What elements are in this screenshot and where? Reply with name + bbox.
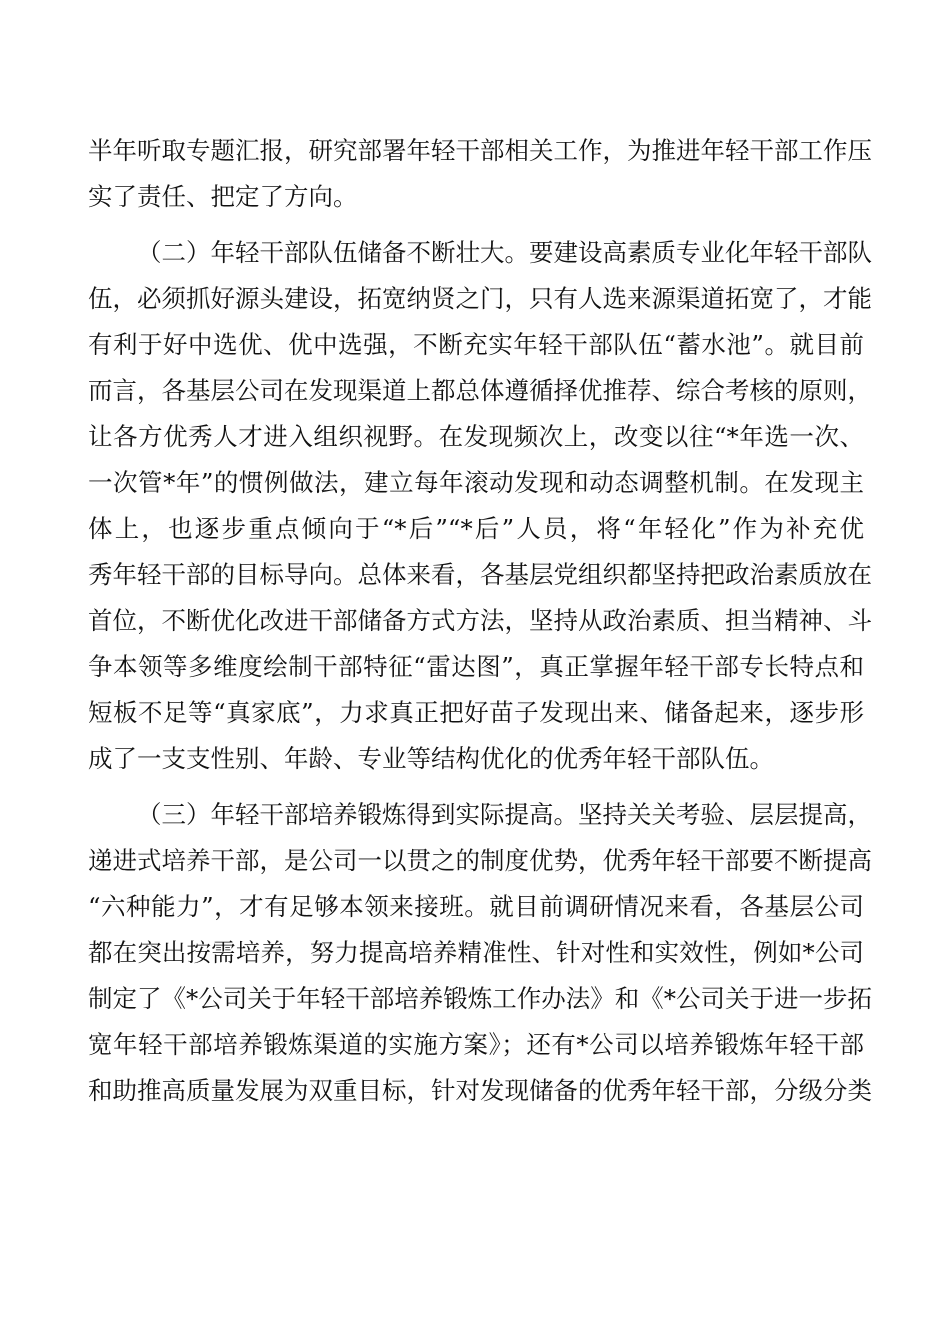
text-line: 和助推高质量发展为双重目标，针对发现储备的优秀年轻干部，分级分类 (88, 1076, 872, 1105)
text-line: 秀年轻干部的目标导向。总体来看，各基层党组织都坚持把政治素质放在 (88, 560, 872, 589)
paragraph-2 (88, 230, 872, 782)
text-line: 成了一支支性别、年龄、专业等结构优化的优秀年轻干部队伍。 (88, 744, 774, 773)
text-line: 半年听取专题汇报，研究部署年轻干部相关工作，为推进年轻干部工作压 (88, 136, 872, 165)
text-line: 宽年轻干部培养锻炼渠道的实施方案》；还有*公司以培养锻炼年轻干部 (88, 1030, 864, 1059)
text-line: 制定了《*公司关于年轻干部培养锻炼工作办法》和《*公司关于进一步拓 (88, 984, 872, 1013)
text-line: （二）年轻干部队伍储备不断壮大。要建设高素质专业化年轻干部队 (137, 238, 872, 267)
text-line: 有利于好中选优、优中选强，不断充实年轻干部队伍“蓄水池”。就目前 (88, 330, 864, 359)
text-line: 争本领等多维度绘制干部特征“雷达图”，真正掌握年轻干部专长特点和 (88, 652, 864, 681)
text-line: 短板不足等“真家底”，力求真正把好苗子发现出来、储备起来，逐步形 (88, 698, 864, 727)
text-line: “六种能力”，才有足够本领来接班。就目前调研情况来看，各基层公司 (88, 892, 864, 921)
paragraph-3 (88, 792, 872, 1114)
text-line: 都在突出按需培养，努力提高培养精准性、针对性和实效性，例如*公司 (88, 938, 864, 967)
text-line: 让各方优秀人才进入组织视野。在发现频次上，改变以往“*年选一次、 (88, 422, 864, 451)
text-line: 体上，也逐步重点倾向于“*后”“*后”人员，将“年轻化”作为补充优 (88, 514, 864, 543)
text-line: 递进式培养干部，是公司一以贯之的制度优势，优秀年轻干部要不断提高 (88, 846, 872, 875)
text-line: 伍，必须抓好源头建设，拓宽纳贤之门，只有人选来源渠道拓宽了，才能 (88, 284, 872, 313)
document-body (88, 128, 872, 1114)
text-line: 实了责任、把定了方向。 (88, 182, 358, 211)
paragraph-1 (88, 128, 872, 220)
text-line: 一次管*年”的惯例做法，建立每年滚动发现和动态调整机制。在发现主 (88, 468, 864, 497)
text-line: 而言，各基层公司在发现渠道上都总体遵循择优推荐、综合考核的原则， (88, 376, 872, 405)
text-line: （三）年轻干部培养锻炼得到实际提高。坚持关关考验、层层提高， (137, 800, 872, 829)
text-line: 首位，不断优化改进干部储备方式方法，坚持从政治素质、担当精神、斗 (88, 606, 872, 635)
